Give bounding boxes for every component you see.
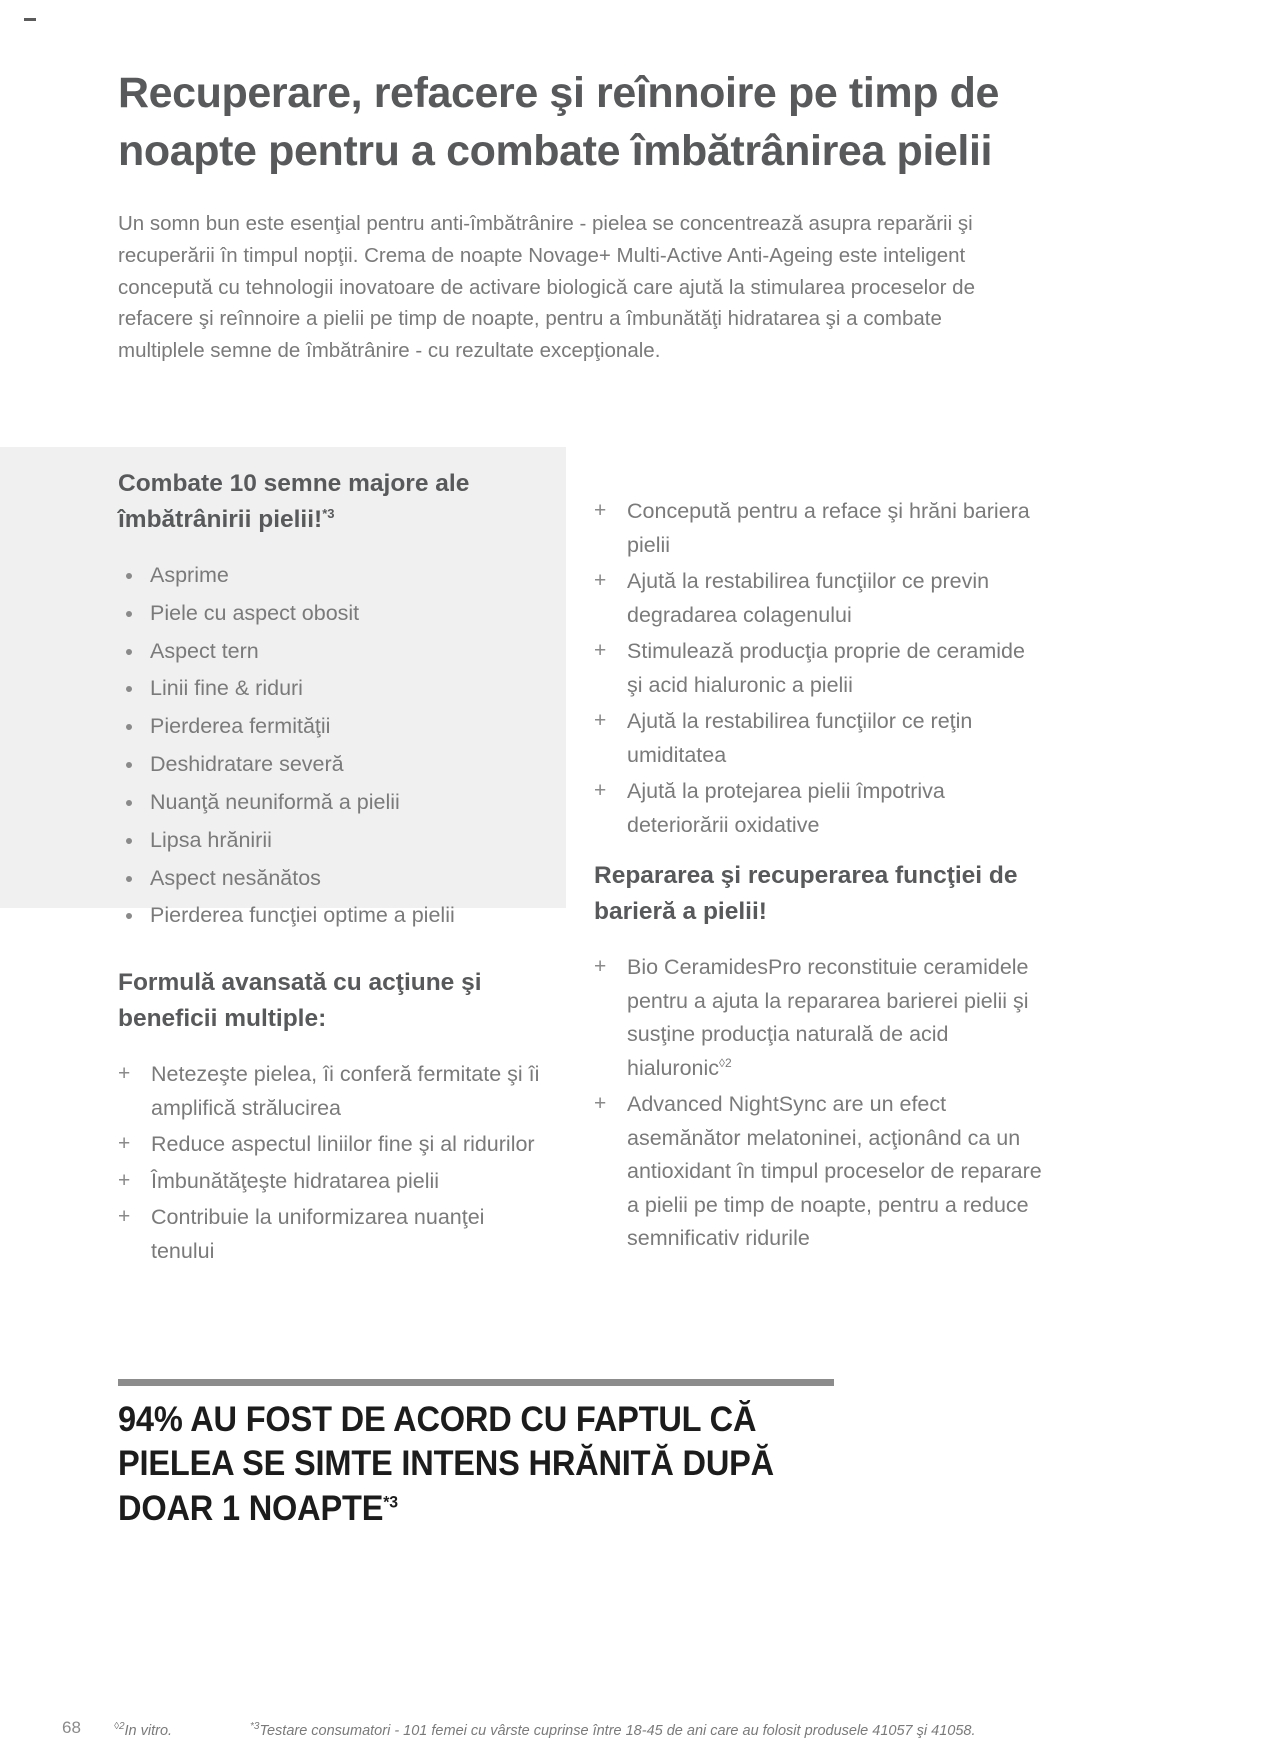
benefits-list xyxy=(594,495,1046,842)
ten-signs-title-footnote-marker: *3 xyxy=(322,505,335,521)
list-item: Aspect nesănătos xyxy=(118,862,548,895)
benefits-block xyxy=(594,495,1046,845)
list-item: Linii fine & riduri xyxy=(118,672,548,705)
list-item: Nuanţă neuniformă a pielii xyxy=(118,786,548,819)
list-item: + Ajută la restabilirea funcţiilor ce previn degradarea colagenului xyxy=(594,565,1046,632)
barrier-repair-title: Repararea şi recuperarea funcţiei de barieră a pielii! xyxy=(594,862,1018,925)
advanced-formula-block xyxy=(118,965,548,1271)
list-item: + Netezeşte pielea, îi conferă fermitate şi îi amplifică strălucirea xyxy=(118,1058,548,1125)
advanced-formula-title: Formulă avansată cu acţiune şi beneficii multiple: xyxy=(118,969,482,1032)
claim-divider xyxy=(118,1379,834,1386)
consumer-claim-footnote-marker: *3 xyxy=(383,1492,398,1512)
corner-mark-icon xyxy=(24,18,36,21)
intro-paragraph: Un somn bun este esenţial pentru anti-îmbătrânire - pielea se concentrează asupra reparării şi recuperării în timpul nopţii. Crema de noapte Novage+ Multi-Active Anti-Ageing este inteligent concepută cu tehnologii inovatoare de activare biologică care ajută la stimularea proceselor de refacere şi reînnoire a pielii pe timp de noapte, pentru a îmbunătăţi hidratarea şi a combate multiplele semne de îmbătrânire - cu rezultate excepţionale. xyxy=(118,212,975,363)
footnote-consumer-test xyxy=(250,1721,975,1739)
list-item: Aspect tern xyxy=(118,635,548,668)
footnote-text: Testare consumatori - 101 femei cu vârste cuprinse între 18-45 de ani care au folosit produsele 41057 şi 41058. xyxy=(259,1722,976,1739)
footnote-marker: *3 xyxy=(250,1721,260,1732)
list-item: + Ajută la restabilirea funcţiilor ce reţin umiditatea xyxy=(594,705,1046,772)
list-item-footnote-marker: ◊2 xyxy=(719,1055,732,1070)
barrier-repair-block xyxy=(594,858,1046,1259)
ten-signs-title-text: Combate 10 semne majore ale îmbătrânirii pielii! xyxy=(118,470,470,533)
list-item: Piele cu aspect obosit xyxy=(118,597,548,630)
list-item: Asprime xyxy=(118,559,548,592)
page-footer xyxy=(0,1718,1280,1748)
consumer-claim-text: 94% AU FOST DE ACORD CU FAPTUL CĂ PIELEA SE SIMTE INTENS HRĂNITĂ DUPĂ DOAR 1 NOAPTE xyxy=(118,1400,774,1528)
list-item-text: Advanced NightSync are un efect asemănător melatoninei, acţionând ca un antioxidant în timpul proceselor de reparare a pielii pe timp de noapte, pentru a reduce semnificativ ridurile xyxy=(627,1092,1042,1251)
barrier-repair-list xyxy=(594,951,1046,1256)
list-item: + Reduce aspectul liniilor fine şi al ridurilor xyxy=(118,1128,548,1162)
ten-signs-title xyxy=(118,466,548,537)
ten-signs-list xyxy=(118,559,548,933)
advanced-formula-list xyxy=(118,1058,548,1268)
list-item: Lipsa hrănirii xyxy=(118,824,548,857)
page-number: 68 xyxy=(62,1718,81,1737)
footnote-text: In vitro. xyxy=(124,1722,173,1739)
list-item: Pierderea funcţiei optime a pielii xyxy=(118,899,548,932)
list-item: + Îmbunătăţeşte hidratarea pielii xyxy=(118,1165,548,1199)
ten-signs-block xyxy=(118,466,548,937)
consumer-claim xyxy=(118,1398,853,1531)
list-item xyxy=(594,951,1046,1085)
list-item: + Contribuie la uniformizarea nuanţei tenului xyxy=(118,1201,548,1268)
page-title: Recuperare, refacere şi reînnoire pe timp de noapte pentru a combate îmbătrânirea pielii xyxy=(118,69,999,176)
footnote-in-vitro xyxy=(114,1721,172,1739)
footnote-marker: ◊2 xyxy=(114,1721,125,1732)
list-item: Deshidratare severă xyxy=(118,748,548,781)
list-item: Pierderea fermităţii xyxy=(118,710,548,743)
list-item: + Concepută pentru a reface şi hrăni bariera pielii xyxy=(594,495,1046,562)
list-item-text: Bio CeramidesPro reconstituie ceramidele pentru a ajuta la repararea barierei pielii şi susţine producţia naturală de acid hialuronic xyxy=(627,955,1029,1080)
list-item: + Stimulează producţia proprie de ceramide şi acid hialuronic a pielii xyxy=(594,635,1046,702)
list-item: + Ajută la protejarea pielii împotriva deteriorării oxidative xyxy=(594,775,1046,842)
list-item xyxy=(594,1088,1046,1256)
